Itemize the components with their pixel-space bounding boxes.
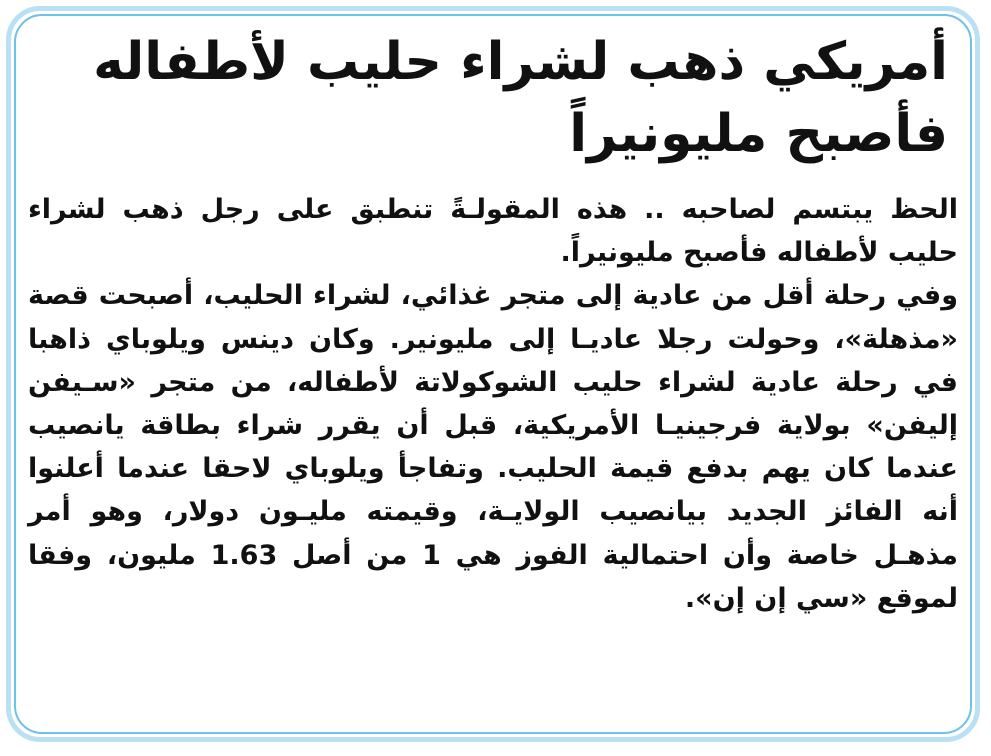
headline [28, 26, 958, 170]
paragraph-intro: الحظ يبتسم لصاحبه .. هذه المقولـةً تنطبق على رجل ذهب لشراء حليب لأطفاله فأصبح مليونيراً. [28, 194, 958, 269]
paragraph-main: وفي رحلة أقل من عادية إلى متجر غذائي، لشراء الحليب، أصبحت قصة «مذهلة»، وحولت رجلا عاديـا إلى مليونير. وكان دينس ويلوباي ذاهبا في رحلة عادية لشراء حليب الشوكولاتة لأطفاله، من متجر «سـيفن إليفن» بولاية فرجينيـا الأمريكية، قبل أن يقرر شراء بطاقة يانصيب عندما كان يهم بدفع قيمة الحليب. وتفاجأ ويلوباي لاحقا عندما أعلنوا أنه الفائز الجديد بيانصيب الولايـة، وقيمته مليـون دولار، وهو أمر مذهـل خاصة وأن احتمالية الفوز هي 1 من أصل 1.63 مليون، وفقا لموقع «سي إن إن». [28, 280, 958, 614]
article-body [28, 188, 958, 620]
headline-line-2: فأصبح مليونيراً [569, 104, 948, 164]
headline-line-1: أمريكي ذهب لشراء حليب لأطفاله [93, 32, 948, 92]
news-article [28, 26, 958, 730]
